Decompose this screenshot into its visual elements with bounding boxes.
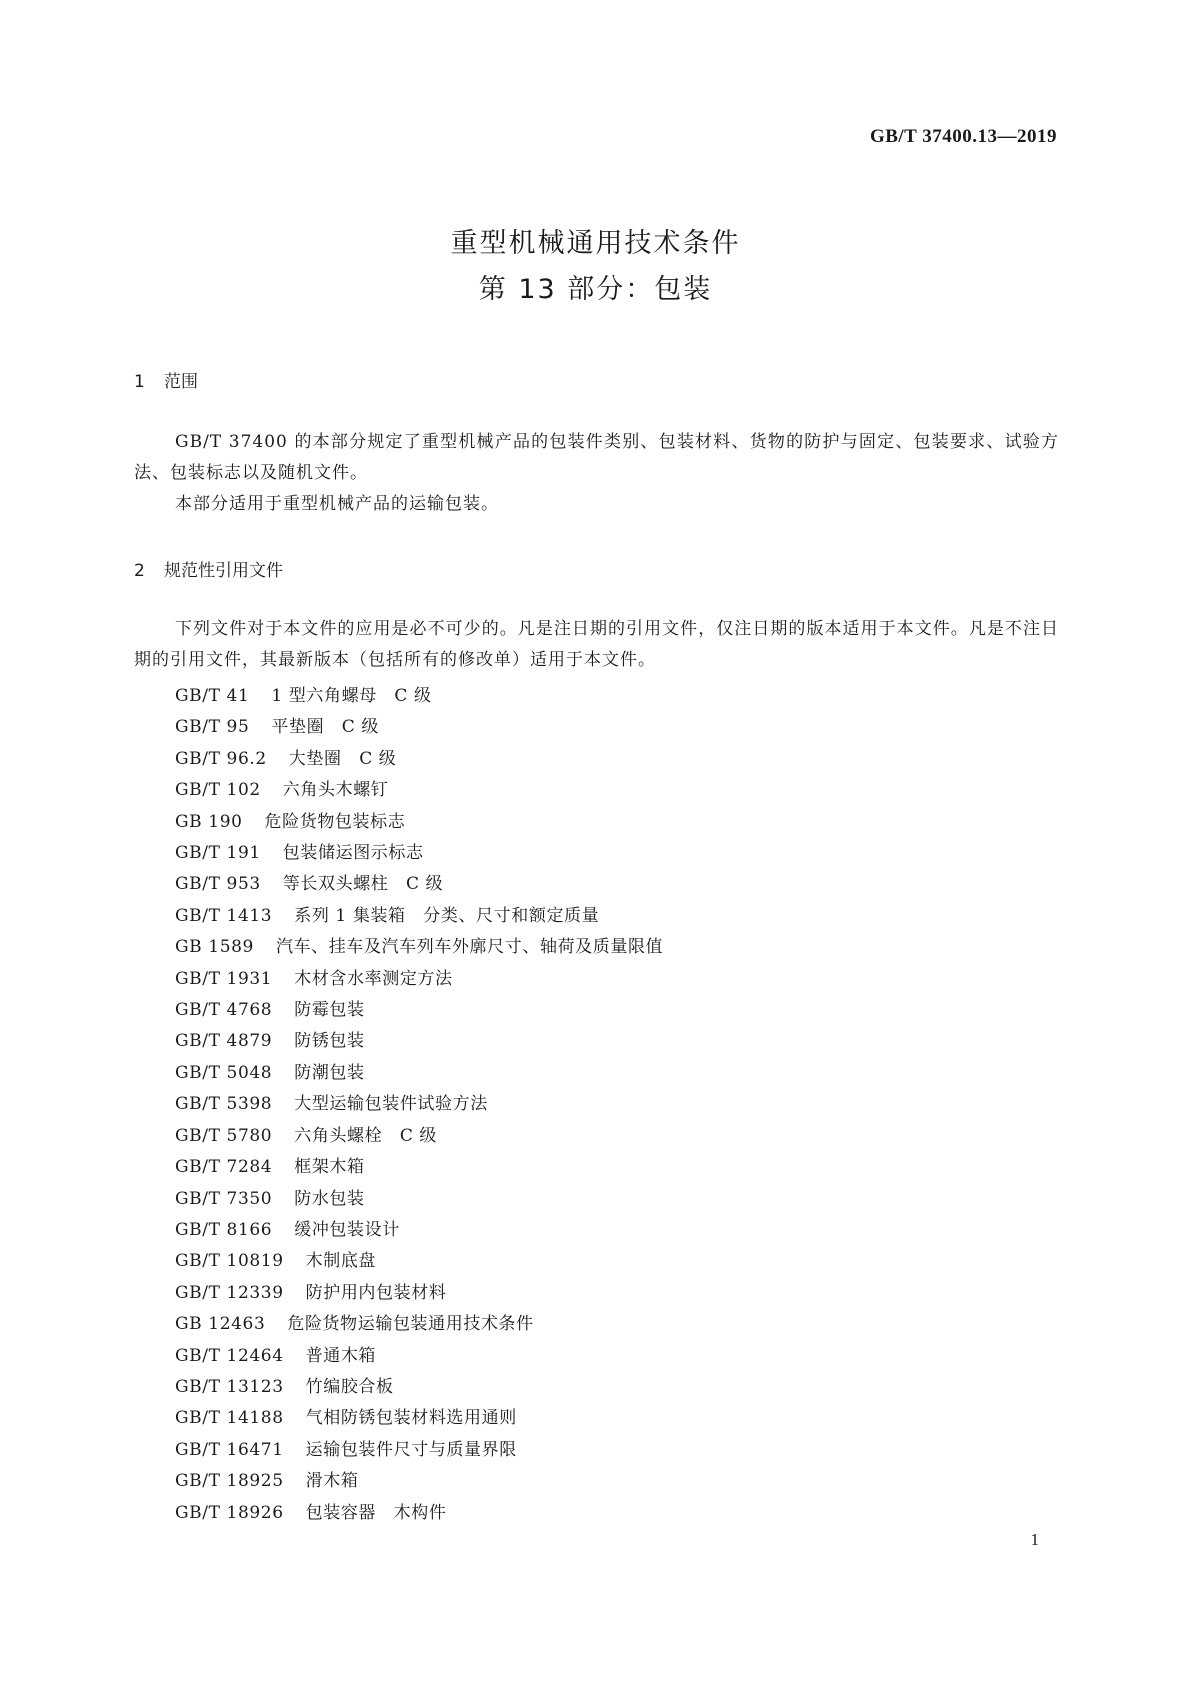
reference-title: 运输包装件尺寸与质量界限: [305, 1439, 517, 1460]
reference-code: GB/T 10819: [175, 1251, 284, 1272]
reference-title: 系列 1 集装箱 分类、尺寸和额定质量: [294, 905, 600, 926]
reference-title: 1 型六角螺母 C 级: [271, 686, 432, 706]
reference-title: 危险货物运输包装通用技术条件: [287, 1314, 534, 1335]
reference-title: 木制底盘: [305, 1251, 377, 1272]
reference-title: 防护用内包装材料: [305, 1282, 447, 1303]
section-title: 规范性引用文件: [164, 561, 283, 581]
reference-title: 大型运输包装件试验方法: [294, 1094, 488, 1115]
reference-item: [175, 1466, 663, 1497]
reference-code: GB/T 12339: [175, 1282, 284, 1303]
reference-item: [175, 1435, 663, 1466]
reference-item: [175, 1152, 663, 1183]
reference-item: [175, 901, 663, 932]
section-2-heading: [134, 560, 283, 582]
reference-item: [175, 807, 663, 838]
reference-item: [175, 838, 663, 869]
reference-item: [175, 1372, 663, 1403]
reference-code: GB/T 1413: [175, 905, 273, 926]
reference-code: GB/T 4768: [175, 1000, 273, 1021]
reference-code: GB 1589: [175, 937, 254, 958]
reference-title: 危险货物包装标志: [264, 811, 406, 832]
reference-code: GB/T 14188: [175, 1408, 284, 1429]
reference-title: 平垫圈 C 级: [271, 717, 379, 738]
reference-code: GB/T 7350: [175, 1188, 273, 1209]
reference-code: GB/T 13123: [175, 1376, 284, 1397]
reference-item: [175, 1341, 663, 1372]
reference-item: [175, 1498, 663, 1529]
reference-title: 等长双头螺柱 C 级: [282, 874, 444, 895]
reference-item: [175, 932, 663, 963]
reference-item: [175, 1215, 663, 1246]
reference-code: GB/T 12464: [175, 1345, 284, 1366]
reference-item: [175, 1278, 663, 1309]
reference-code: GB/T 7284: [175, 1157, 273, 1178]
reference-item: [175, 744, 663, 775]
references-intro: 下列文件对于本文件的应用是必不可少的。凡是注日期的引用文件，仅注日期的版本适用于本文件。凡是不注日期的引用文件，其最新版本（包括所有的修改单）适用于本文件。: [134, 619, 1059, 670]
reference-code: GB/T 16471: [175, 1439, 284, 1460]
reference-title: 防水包装: [294, 1188, 365, 1209]
reference-item: [175, 869, 663, 900]
reference-code: GB/T 5780: [175, 1125, 273, 1146]
reference-code: GB/T 953: [175, 874, 261, 895]
section-1-heading: [134, 371, 198, 393]
section-number: 1: [134, 372, 145, 392]
reference-item: [175, 1058, 663, 1089]
reference-item: [175, 1184, 663, 1215]
reference-title: 缓冲包装设计: [294, 1219, 400, 1240]
reference-title: 滑木箱: [305, 1471, 359, 1492]
reference-item: [175, 1246, 663, 1277]
section-number: 2: [134, 561, 145, 581]
reference-title: 木材含水率测定方法: [294, 968, 453, 989]
reference-item: [175, 712, 663, 743]
reference-title: 竹编胶合板: [305, 1376, 394, 1397]
reference-item: [175, 681, 663, 712]
reference-item: [175, 995, 663, 1026]
reference-code: GB/T 1931: [175, 968, 273, 989]
scope-paragraph-2: 本部分适用于重型机械产品的运输包装。: [175, 494, 499, 514]
reference-title: 防霉包装: [294, 1000, 365, 1021]
reference-code: GB/T 41: [175, 686, 250, 706]
reference-item: [175, 1026, 663, 1057]
reference-item: [175, 1121, 663, 1152]
reference-code: GB/T 5398: [175, 1094, 273, 1115]
reference-title: 气相防锈包装材料选用通则: [305, 1408, 517, 1429]
reference-item: [175, 1089, 663, 1120]
reference-code: GB/T 18925: [175, 1471, 284, 1492]
document-subtitle: 第 13 部分：包装: [478, 274, 713, 305]
reference-item: [175, 1309, 663, 1340]
reference-title: 大垫圈 C 级: [288, 748, 397, 769]
scope-paragraph-1: GB/T 37400 的本部分规定了重型机械产品的包装件类别、包装材料、货物的防护与固定、包装要求、试验方法、包装标志以及随机文件。: [134, 432, 1059, 483]
reference-code: GB/T 18926: [175, 1502, 284, 1523]
reference-list: [175, 681, 663, 1529]
reference-title: 防锈包装: [294, 1031, 365, 1052]
reference-title: 六角头木螺钉: [282, 780, 389, 801]
reference-code: GB/T 191: [175, 843, 261, 864]
reference-title: 防潮包装: [294, 1062, 365, 1083]
page-number: 1: [1030, 1530, 1039, 1549]
reference-item: [175, 964, 663, 995]
reference-code: GB/T 96.2: [175, 748, 267, 769]
document-title: 重型机械通用技术条件: [450, 228, 741, 259]
reference-code: GB/T 4879: [175, 1031, 273, 1052]
reference-item: [175, 1403, 663, 1434]
reference-code: GB/T 95: [175, 717, 250, 738]
reference-code: GB 190: [175, 811, 243, 832]
reference-title: 六角头螺栓 C 级: [294, 1125, 438, 1146]
reference-title: 框架木箱: [294, 1157, 365, 1178]
reference-code: GB/T 8166: [175, 1219, 273, 1240]
reference-title: 包装储运图示标志: [282, 843, 424, 864]
standard-code: GB/T 37400.13—2019: [869, 126, 1057, 147]
reference-code: GB/T 5048: [175, 1062, 273, 1083]
reference-title: 包装容器 木构件: [305, 1502, 447, 1523]
reference-title: 普通木箱: [305, 1345, 377, 1366]
reference-code: GB/T 102: [175, 780, 261, 801]
reference-code: GB 12463: [175, 1314, 266, 1335]
section-title: 范围: [164, 372, 198, 392]
reference-title: 汽车、挂车及汽车列车外廓尺寸、轴荷及质量限值: [275, 937, 664, 958]
reference-item: [175, 775, 663, 806]
